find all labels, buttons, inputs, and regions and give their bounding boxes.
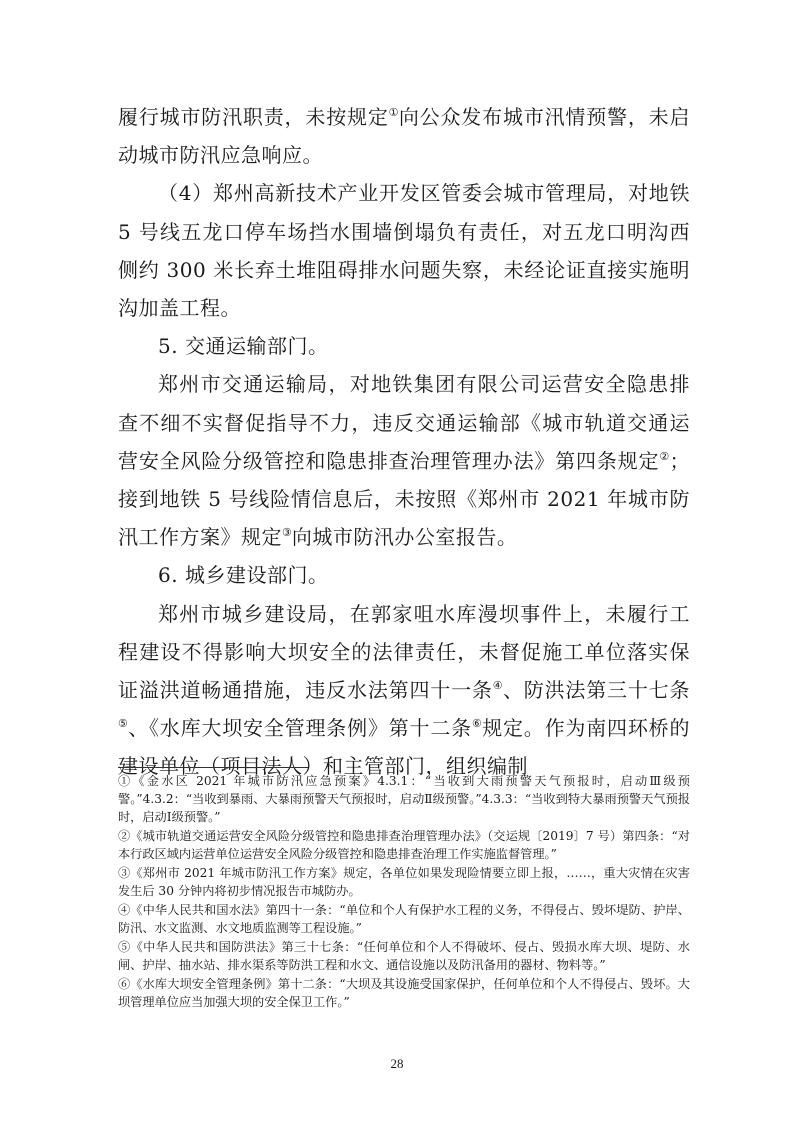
paragraph-text: 、《水库大坝安全管理条例》第十二条 xyxy=(128,716,472,741)
paragraph-text: 5. 交通运输部门。 xyxy=(158,334,329,359)
footnotes xyxy=(118,772,690,1012)
footnote: ④《中华人民共和国水法》第四十一条：“单位和个人有保护水工程的义务，不得侵占、毁坏堤防、护岸、防汛、水文监测、水文地质监测等工程设施。” xyxy=(118,903,690,935)
body-text xyxy=(118,98,690,786)
body-paragraph xyxy=(118,98,690,174)
footnote-ref: ⑥ xyxy=(472,717,483,731)
footnote-ref: ② xyxy=(659,449,670,463)
footnote: ⑥《水库大坝安全管理条例》第十二条：“大坝及其设施受国家保护，任何单位和个人不得侵占、毁坏。大坝管理单位应当加强大坝的安全保卫工作。” xyxy=(118,977,690,1009)
paragraph-text: 向公众发布城市汛情预警，未启动城市防汛应急响应。 xyxy=(118,105,690,168)
footnote-ref: ④ xyxy=(492,679,503,693)
footnote-divider xyxy=(118,767,308,768)
page-number: 28 xyxy=(390,1056,404,1071)
footnote-ref: ⑤ xyxy=(118,717,129,731)
paragraph-text: 向城市防汛办公室报告。 xyxy=(291,525,518,550)
footnote-ref: ① xyxy=(388,106,399,119)
body-paragraph xyxy=(118,595,690,786)
body-paragraph xyxy=(118,556,690,594)
paragraph-text: 、防洪法第三十七条 xyxy=(502,678,690,703)
paragraph-text: 履行城市防汛职责，未按规定 xyxy=(118,105,389,129)
body-paragraph xyxy=(118,174,690,327)
paragraph-text: 郑州市城乡建设局，在郭家咀水库漫坝事件上，未履行工程建设不得影响大坝安全的法律责任，未督促施工单位落实保证溢洪道畅通措施，违反水法第四十一条 xyxy=(118,601,690,703)
body-paragraph xyxy=(118,327,690,365)
paragraph-text: （4）郑州高新技术产业开发区管委会城市管理局，对地铁 5 号线五龙口停车场挡水围墙倒塌负有责任，对五龙口明沟西侧约 300 米长弃土堆阻碍排水问题失察，未经论证直接实施明沟加盖工程。 xyxy=(118,181,690,321)
footnote-ref: ③ xyxy=(282,526,292,540)
paragraph-text: ；接到地铁 5 号线险情信息后，未按照《郑州市 2021 年城市防汛工作方案》规定 xyxy=(118,448,690,550)
paragraph-text: 规定。作为南四环桥的建设单位（项目法人）和主管部门，组织编制 xyxy=(118,716,690,779)
paragraph-text: 6. 城乡建设部门。 xyxy=(158,563,329,588)
paragraph-text: 郑州市交通运输局，对地铁集团有限公司运营安全隐患排查不细不实督促指导不力，违反交通运输部《城市轨道交通运营安全风险分级管控和隐患排查治理管理办法》第四条规定 xyxy=(118,372,690,473)
footnote: ③《郑州市 2021 年城市防汛工作方案》规定，各单位如果发现险情要立即上报，……，重大灾情在灾害发生后 30 分钟内将初步情况报告市城防办。 xyxy=(118,866,690,898)
footnote: ⑤《中华人民共和国防洪法》第三十七条：“任何单位和个人不得破坏、侵占、毁损水库大坝、堤防、水闸、护岸、抽水站、排水渠系等防洪工程和水文、通信设施以及防汛备用的器材、物料等。” xyxy=(118,940,690,972)
body-paragraph xyxy=(118,365,690,556)
footnote: ①《金水区 2021 年城市防汛应急预案》4.3.1：“当收到大雨预警天气预报时，启动Ⅲ级预警。”4.3.2：“当收到暴雨、大暴雨预警天气预报时，启动Ⅱ级预警。”4.3.3：“当收到特大暴雨预警天气预报时，启动Ⅰ级预警。” xyxy=(118,774,690,824)
footnote: ②《城市轨道交通运营安全风险分级管控和隐患排查治理管理办法》（交运规〔2019〕7 号）第四条：“对本行政区域内运营单位运营安全风险分级管控和隐患排查治理工作实施监督管理。” xyxy=(118,829,690,861)
